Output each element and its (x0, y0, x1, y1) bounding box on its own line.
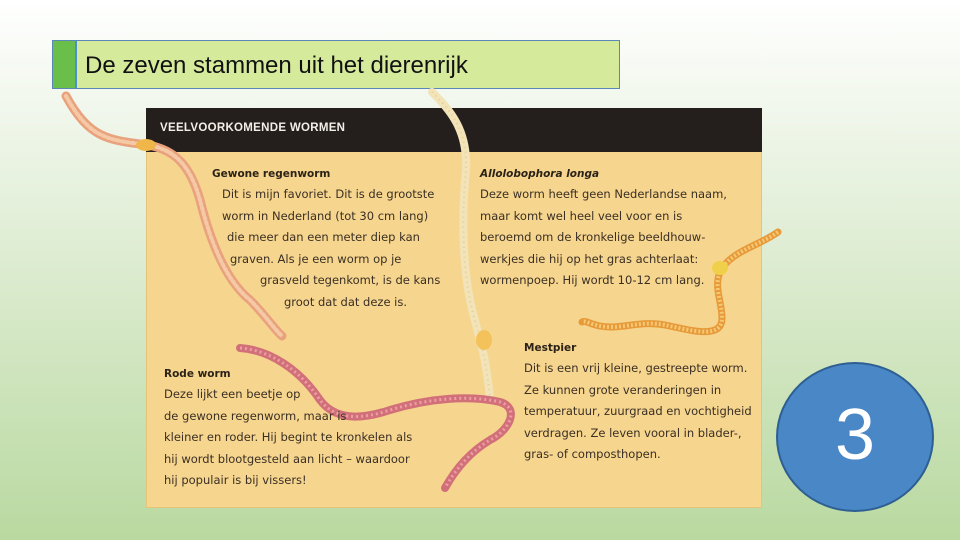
allolobophora-text (480, 166, 727, 292)
allolobophora-line: Deze worm heeft geen Nederlandse naam, (480, 187, 727, 201)
gewone-line: graven. Als je een worm op je (230, 251, 402, 266)
gewone-line: groot dat dat deze is. (284, 294, 408, 309)
allolobophora-line: beroemd om de kronkelige beeldhouw- (480, 230, 706, 244)
allolobophora-line: werkjes die hij op het gras achterlaat: (480, 251, 699, 266)
rode-line: hij wordt blootgesteld aan licht – waardoor (164, 451, 410, 466)
gewone-regenworm-text (212, 166, 440, 313)
rode-line: de gewone regenworm, maar is (164, 408, 347, 423)
gewone-line: worm in Nederland (tot 30 cm lang) (222, 208, 429, 223)
gewone-line: Dit is mijn favoriet. Dit is de grootste (222, 187, 435, 201)
mestpier-line: verdragen. Ze leven vooral in blader-, (524, 425, 742, 440)
slide-number: 3 (834, 395, 876, 475)
rode-line: Deze lijkt een beetje op (164, 387, 301, 401)
gewone-line: grasveld tegenkomt, is de kans (260, 273, 441, 287)
allolobophora-line: wormenpoep. Hij wordt 10-12 cm lang. (480, 273, 705, 287)
rode-worm-text (164, 366, 412, 492)
panel-header-text: VEELVOORKOMENDE WORMEN (160, 122, 346, 134)
mestpier-line: temperatuur, zuurgraad en vochtigheid (524, 404, 752, 418)
rode-line: hij populair is bij vissers! (164, 473, 307, 487)
gewone-line: die meer dan een meter diep kan (227, 230, 420, 244)
gewone-heading: Gewone regenworm (212, 168, 331, 180)
mestpier-text (524, 340, 752, 466)
slide-title: De zeven stammen uit het dierenrijk (85, 52, 468, 79)
mestpier-line: Dit is een vrij kleine, gestreepte worm. (524, 361, 748, 375)
mestpier-line: gras- of composthopen. (524, 447, 661, 461)
rode-heading: Rode worm (164, 368, 231, 380)
allolobophora-heading: Allolobophora longa (480, 168, 600, 180)
allolobophora-line: maar komt wel heel veel voor en is (480, 208, 683, 223)
mestpier-heading: Mestpier (524, 342, 577, 354)
mestpier-line: Ze kunnen grote veranderingen in (524, 382, 722, 397)
rode-line: kleiner en roder. Hij begint te kronkelen als (164, 430, 413, 444)
slide-number-circle (776, 362, 934, 512)
